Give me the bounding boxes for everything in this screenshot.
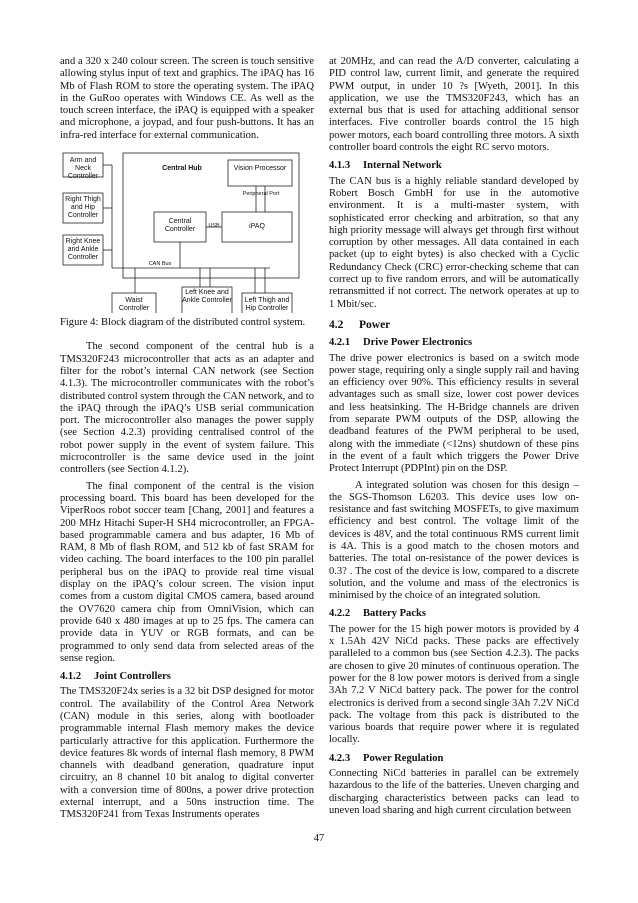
page-number: 47 bbox=[313, 833, 325, 844]
paragraph: The final component of the central is the vision processing board. This board has been developed for the ViperRoos robot soccer team [Chang, 2001] and features a 200 MHz Hitachi Super-H SH4 microcontroller, an FPGA-based programmable camera and bus adapter, 16 Mb of RAM, 8 Mb of flash ROM, and 512 kb of fast SRAM for video caching. The board interfaces to the 100 pin parallel peripheral bus on the iPAQ to provide real time visual display on the iPAQ’s colour screen. The vision input comes from a custom digital CMOS camera, based around the OV7620 camera chip from OmniVision, which can provide 640 x 480 images at up to 25 fps. The camera can provide data in YUV or RGB formats, and can be programmed to only send data from selected areas of the sense region. bbox=[60, 480, 314, 664]
paragraph: The power for the 15 high power motors is provided by 4 x 1.5Ah 42V NiCd packs. These packs are effectively paralleled to a common bus (see Section 4.2.3). The packs are chosen to give 20 minutes of continuous operation. The power for the 8 low power motors is derived from a single 3Ah 7.2 V NiCd battery pack. The power for the control electronics is derived from a second single 3Ah 7.2V NiCd pack. The voltage from this pack is distributed to the various boards that require power where it is regulated locally. bbox=[329, 623, 579, 746]
section-title: Power bbox=[359, 318, 391, 331]
section-heading-4-1-3 bbox=[329, 160, 579, 172]
left-knee-controller-label: Left Knee and Ankle Controller bbox=[182, 289, 232, 305]
right-knee-controller-label: Right Knee and Ankle Controller bbox=[65, 238, 101, 262]
paragraph: A integrated solution was chosen for this design – the SGS-Thomson L6203. This device uses low on-resistance and fast switching MOSFETs, to give maximum efficiency and best control. The voltage limit of the devices is 48V, and the total continuous RMS current limit is 4A. This is a good match to the chosen motors and batteries. The total on-resistance of the power devices is 0.3? . The cost of the device is low, compared to a discrete solution, and the volume and mass of the electronics is minimised by the choice of an integrated solution. bbox=[329, 479, 579, 602]
figure-caption: Figure 4: Block diagram of the distributed control system. bbox=[60, 317, 306, 329]
paragraph: The drive power electronics is based on a switch mode power stage, requiring only a single supply rail and having an efficiency over 90%. This efficiency results in several advantages such as small size, lower cost power devices and less heatsinking. The H-Bridge channels are driven from separate PWM outputs of the DSP, allowing the deadband features of the PWM peripheral to be used, along with the immediate (<12ns) shutdown of these pins in the event of a fault which triggers the Power Drive Protect Interrupt (PDPInt) pin on the DSP. bbox=[329, 352, 579, 475]
section-title: Battery Packs bbox=[363, 608, 426, 620]
section-title: Joint Controllers bbox=[94, 671, 171, 683]
left-thigh-controller-label: Left Thigh and Hip Controller bbox=[244, 297, 290, 313]
peripheral-port-label: Peripheral Port bbox=[242, 191, 280, 198]
section-number: 4.1.2 bbox=[60, 671, 82, 683]
section-heading-4-2-2 bbox=[329, 608, 579, 620]
block-diagram-figure bbox=[60, 148, 314, 313]
vision-processor-label: Vision Processor bbox=[233, 165, 287, 173]
section-heading-4-2-3 bbox=[329, 753, 579, 765]
section-number: 4.2.3 bbox=[329, 752, 351, 764]
paragraph: Connecting NiCd batteries in parallel can be extremely hazardous to the life of the batteries. Uneven charging and discharging characteristics between packs can lead to uneven load sharing and high current circulation between bbox=[329, 768, 579, 816]
ipaq-label: iPAQ bbox=[249, 223, 265, 231]
right-column bbox=[329, 56, 579, 821]
paragraph: The CAN bus is a highly reliable standard developed by Robert Bosch GmbH for use in the automotive environment. It is a multi-master system, with sophisticated error checking and arbitration, so that any high priority message will always get through first without corruption by other messages. All data contained in each packet (up to eight bytes) is also checked with a Cyclic Redundancy Check (CRC) error-checking scheme that can correct up to five random errors, and will be automatically retransmitted if not correct. The network operates at up to 1 Mbit/sec. bbox=[329, 175, 579, 310]
left-column bbox=[60, 56, 314, 826]
can-bus-label: CAN Bus bbox=[148, 261, 172, 268]
usb-label: USB bbox=[208, 223, 220, 230]
section-title: Power Regulation bbox=[363, 752, 444, 764]
paragraph: at 20MHz, and can read the A/D converter, calculating a PID control law, current limit, and generate the required PWM output, in under 10 ?s [Wyeth, 2001]. In this application, we use the TMS320F243, which has an external bus that is used for attaching additional sensor interfaces. Five controller boards control the 15 high power motors, each board controlling three motors. A sixth controller board controls the eight RC servo motors. bbox=[329, 56, 579, 154]
waist-controller-label: Waist Controller bbox=[118, 297, 150, 313]
section-number: 4.2.2 bbox=[329, 608, 351, 620]
section-title: Drive Power Electronics bbox=[363, 337, 473, 349]
section-number: 4.2 bbox=[329, 318, 344, 331]
arm-neck-controller-label: Arm and Neck Controller bbox=[67, 157, 99, 181]
paragraph: The second component of the central hub is a TMS320F243 microcontroller that acts as an adapter and filter for the robot’s internal CAN network (see Section 4.1.3). The microcontroller communicates with the robot’s distributed control system through the CAN network, and to the iPAQ through the iPAQ’s USB serial communication port. The microcontroller also manages the power supply (see Section 4.2.3) providing centralised control of the robot power supply in the event of system failure. This microcontroller is the same device used in the joint controllers (see Section 4.1.2). bbox=[60, 341, 314, 476]
section-heading-4-2 bbox=[329, 319, 579, 331]
central-hub-label: Central Hub bbox=[162, 165, 202, 173]
right-thigh-controller-label: Right Thigh and Hip Controller bbox=[65, 196, 101, 220]
paragraph: The TMS320F24x series is a 32 bit DSP designed for motor control. The availability of the Control Area Network (CAN) module in this series, along with bootloader programmable internal Flash memory makes the device particularly attractive for this application. Furthermore the device features 8k words of internal flash memory, 8 PWM channels with deadband generation, quadrature input circuitry, an 8 channel 10 bit analog to digital converter with a conversion time of 800ns, a power drive protection external interrupt, and a 50ns instruction time. The TMS320F241 from Texas Instruments operates bbox=[60, 686, 314, 821]
section-number: 4.2.1 bbox=[329, 337, 351, 349]
section-number: 4.1.3 bbox=[329, 160, 351, 172]
section-heading-4-1-2 bbox=[60, 671, 314, 683]
central-controller-label: Central Controller bbox=[164, 218, 196, 234]
section-title: Internal Network bbox=[363, 160, 442, 172]
section-heading-4-2-1 bbox=[329, 337, 579, 349]
paragraph: and a 320 x 240 colour screen. The screen is touch sensitive allowing stylus input of text and graphics. The iPAQ has 16 Mb of Flash ROM to store the operating system. The iPAQ in the GuRoo operates with Windows CE. As well as the touch screen interface, the iPAQ is equipped with a speaker and microphone, a joypad, and four push-buttons. It has an infra-red interface for external communication. bbox=[60, 56, 314, 141]
